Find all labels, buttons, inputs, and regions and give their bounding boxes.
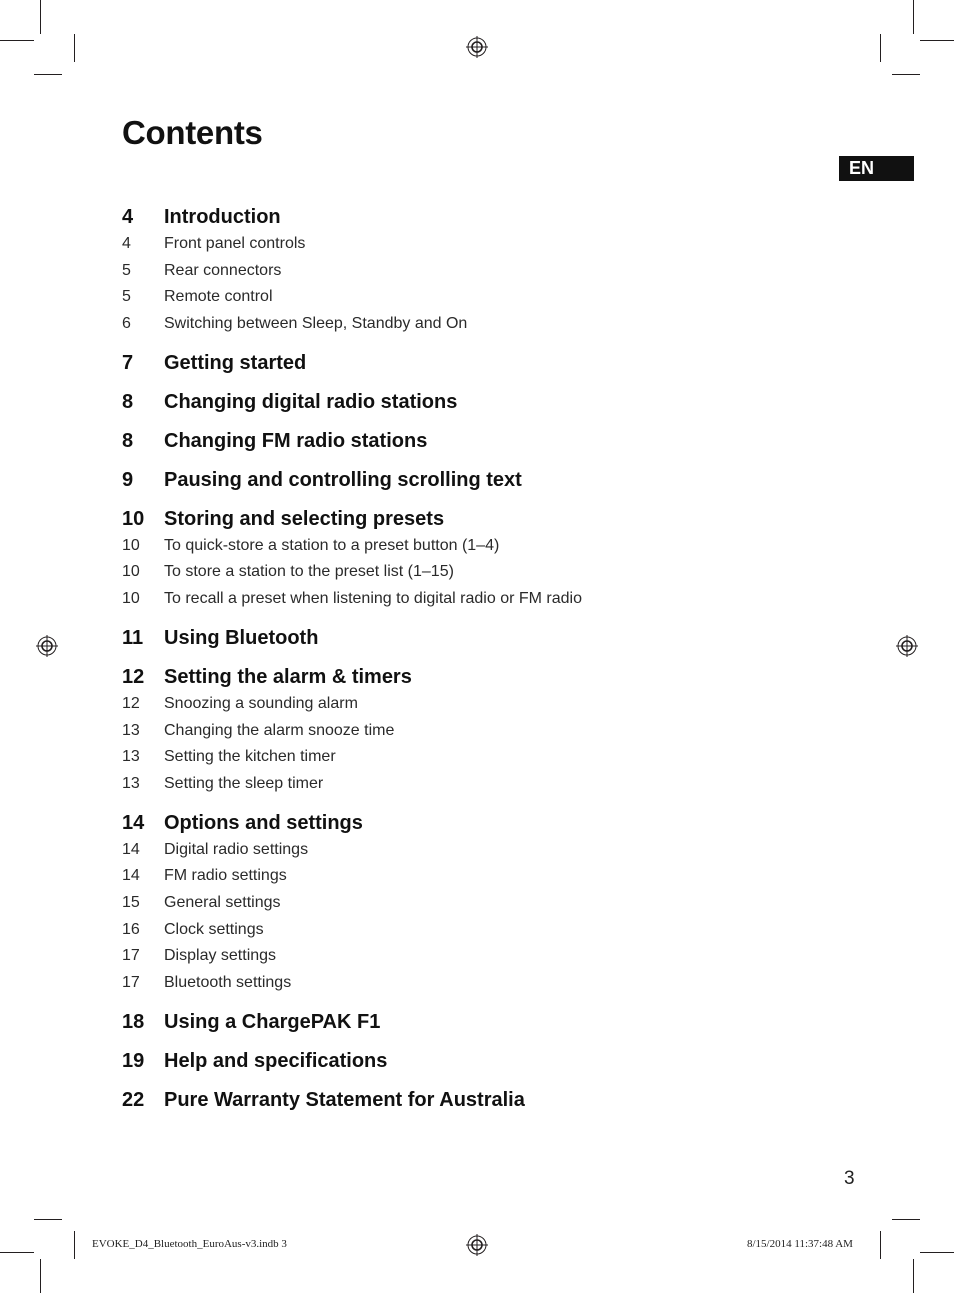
- toc-page-number: 12: [122, 694, 140, 712]
- crop-mark: [913, 1259, 914, 1293]
- toc-page-number: 18: [122, 1010, 145, 1033]
- toc-page-number: 10: [122, 563, 140, 581]
- toc-label: To quick-store a station to a preset button (1–4): [164, 536, 500, 554]
- toc-page-number: 14: [122, 811, 145, 834]
- toc-label: Snoozing a sounding alarm: [164, 694, 358, 712]
- toc-page-number: 5: [122, 288, 131, 306]
- toc-label: General settings: [164, 893, 281, 911]
- toc-subsection[interactable]: [122, 691, 842, 718]
- toc-label: Using a ChargePAK F1: [164, 1010, 381, 1033]
- toc-subsection[interactable]: [122, 284, 842, 311]
- toc-page-number: 19: [122, 1049, 145, 1072]
- toc-label: Introduction: [164, 206, 281, 228]
- toc-page-number: 16: [122, 920, 140, 938]
- toc-subsection[interactable]: [122, 837, 842, 864]
- registration-mark-icon: [36, 635, 58, 657]
- registration-mark-icon: [896, 635, 918, 657]
- toc-page-number: 10: [122, 507, 145, 530]
- crop-mark: [0, 40, 34, 41]
- crop-mark: [920, 40, 954, 41]
- toc-section[interactable]: [122, 505, 842, 533]
- crop-mark: [913, 0, 914, 34]
- toc-section[interactable]: [122, 466, 842, 494]
- toc-label: Getting started: [164, 351, 307, 374]
- toc-label: Storing and selecting presets: [164, 507, 445, 530]
- toc-page-number: 14: [122, 867, 140, 885]
- toc-section[interactable]: [122, 1047, 842, 1075]
- crop-mark: [920, 1252, 954, 1253]
- table-of-contents: [122, 203, 842, 1114]
- toc-page-number: 9: [122, 468, 134, 491]
- toc-section[interactable]: [122, 1086, 842, 1114]
- crop-mark: [40, 1259, 41, 1293]
- crop-mark: [880, 34, 881, 62]
- toc-label: Switching between Sleep, Standby and On: [164, 315, 468, 333]
- toc-label: Bluetooth settings: [164, 974, 292, 991]
- toc-page-number: 17: [122, 974, 140, 991]
- toc-label: Options and settings: [164, 811, 363, 834]
- toc-page-number: 13: [122, 748, 140, 766]
- crop-mark: [74, 34, 75, 62]
- toc-subsection[interactable]: [122, 718, 842, 745]
- toc-page-number: 10: [122, 590, 140, 608]
- page-title: Contents: [122, 114, 263, 151]
- toc-label: Front panel controls: [164, 235, 306, 252]
- toc-label: Rear connectors: [164, 261, 282, 279]
- toc-subsection[interactable]: [122, 559, 842, 586]
- toc-page-number: 5: [122, 261, 131, 279]
- toc-page-number: 13: [122, 774, 140, 792]
- toc-label: Setting the kitchen timer: [164, 748, 336, 766]
- toc-label: Using Bluetooth: [164, 626, 319, 649]
- crop-mark: [0, 1252, 34, 1253]
- registration-mark-icon: [466, 1234, 488, 1256]
- toc-page-number: 13: [122, 721, 140, 739]
- toc-section[interactable]: [122, 388, 842, 416]
- toc-page-number: 8: [122, 429, 134, 452]
- toc-label: Digital radio settings: [164, 840, 309, 858]
- toc-subsection[interactable]: [122, 231, 842, 258]
- toc-label: Setting the alarm & timers: [164, 665, 412, 688]
- toc-label: Setting the sleep timer: [164, 774, 324, 792]
- toc-label: Display settings: [164, 947, 277, 965]
- toc-page-number: 8: [122, 390, 134, 413]
- toc-page-number: 7: [122, 351, 134, 374]
- toc-label: Pure Warranty Statement for Australia: [164, 1088, 525, 1111]
- toc-label: To recall a preset when listening to digital radio or FM radio: [164, 590, 582, 608]
- slug-filename: EVOKE_D4_Bluetooth_EuroAus-v3.indb 3: [92, 1238, 287, 1250]
- toc-page-number: 10: [122, 536, 140, 554]
- crop-mark: [34, 74, 62, 75]
- toc-subsection[interactable]: [122, 258, 842, 285]
- language-tab: EN: [839, 156, 914, 181]
- toc-page-number: 4: [122, 206, 134, 228]
- toc-label: FM radio settings: [164, 867, 287, 885]
- crop-mark: [892, 74, 920, 75]
- toc-page-number: 14: [122, 840, 140, 858]
- crop-mark: [892, 1219, 920, 1220]
- toc-subsection[interactable]: [122, 970, 842, 997]
- toc-page-number: 15: [122, 893, 140, 911]
- page-number: 3: [844, 1168, 855, 1189]
- toc-section[interactable]: [122, 203, 842, 231]
- toc-subsection[interactable]: [122, 771, 842, 798]
- toc-label: Changing digital radio stations: [164, 390, 458, 413]
- crop-mark: [34, 1219, 62, 1220]
- toc-section[interactable]: [122, 663, 842, 691]
- toc-subsection[interactable]: [122, 311, 842, 338]
- toc-label: Changing FM radio stations: [164, 429, 428, 452]
- toc-page-number: 17: [122, 947, 140, 965]
- crop-mark: [40, 0, 41, 34]
- registration-mark-icon: [466, 36, 488, 58]
- toc-page-number: 6: [122, 315, 131, 333]
- toc-label: Changing the alarm snooze time: [164, 721, 395, 739]
- toc-label: Help and specifications: [164, 1049, 388, 1072]
- toc-subsection[interactable]: [122, 533, 842, 560]
- toc-section[interactable]: [122, 624, 842, 652]
- toc-section[interactable]: [122, 809, 842, 837]
- toc-page-number: 11: [122, 626, 144, 649]
- toc-subsection[interactable]: [122, 943, 842, 970]
- toc-page-number: 22: [122, 1088, 145, 1111]
- toc-subsection[interactable]: [122, 586, 842, 613]
- toc-section[interactable]: [122, 1008, 842, 1036]
- crop-mark: [880, 1231, 881, 1259]
- toc-subsection[interactable]: [122, 917, 842, 944]
- slug-timestamp: 8/15/2014 11:37:48 AM: [747, 1238, 853, 1250]
- toc-subsection[interactable]: [122, 890, 842, 917]
- toc-label: To store a station to the preset list (1–15): [164, 563, 454, 581]
- toc-section[interactable]: [122, 427, 842, 455]
- toc-page-number: 12: [122, 665, 145, 688]
- toc-section[interactable]: [122, 349, 842, 377]
- toc-label: Remote control: [164, 288, 273, 306]
- toc-subsection[interactable]: [122, 863, 842, 890]
- toc-label: Clock settings: [164, 920, 264, 938]
- toc-page-number: 4: [122, 235, 131, 252]
- toc-label: Pausing and controlling scrolling text: [164, 468, 522, 491]
- crop-mark: [74, 1231, 75, 1259]
- toc-subsection[interactable]: [122, 744, 842, 771]
